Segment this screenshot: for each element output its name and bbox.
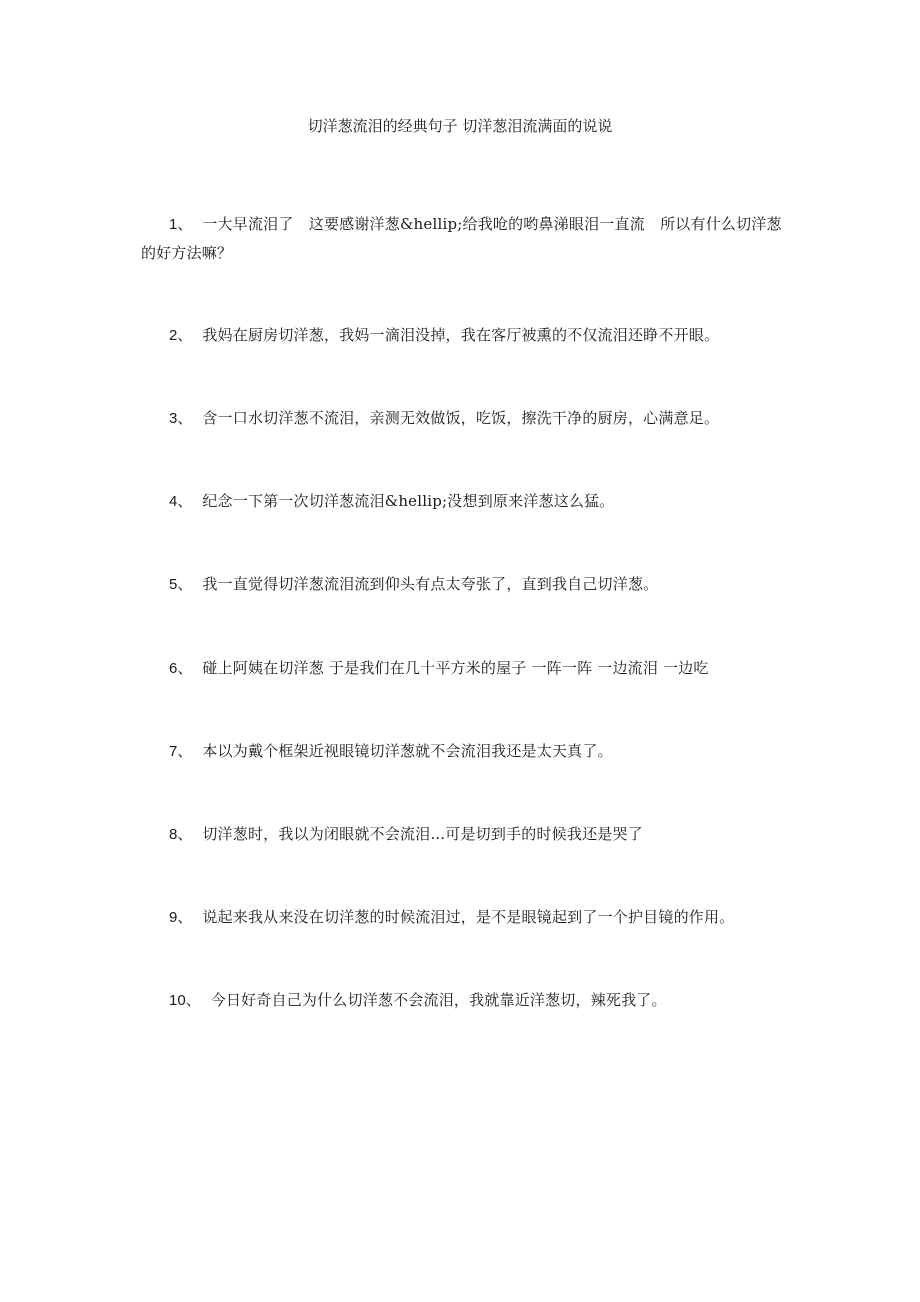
item-number: 2 — [169, 327, 178, 344]
item-text: 碰上阿姨在切洋葱 于是我们在几十平方米的屋子 一阵一阵 一边流泪 一边吃 — [202, 659, 709, 677]
list-item — [141, 321, 786, 350]
list-item — [141, 903, 786, 932]
item-number: 9 — [169, 909, 178, 926]
item-separator: 、 — [177, 215, 193, 233]
item-separator: 、 — [177, 742, 193, 760]
item-number: 10 — [169, 992, 186, 1009]
list-item — [141, 654, 786, 683]
item-number: 6 — [169, 660, 178, 677]
item-number: 4 — [169, 493, 178, 510]
item-separator: 、 — [177, 825, 193, 843]
item-separator: 、 — [177, 492, 193, 510]
item-number: 1 — [169, 216, 178, 233]
item-text: 我妈在厨房切洋葱，我妈一滴泪没掉，我在客厅被熏的不仅流泪还睁不开眼。 — [202, 326, 720, 344]
list-item — [141, 986, 786, 1015]
item-number: 3 — [169, 410, 178, 427]
list-item — [141, 820, 786, 849]
item-text: 切洋葱时，我以为闭眼就不会流泪...可是切到手的时候我还是哭了 — [202, 825, 643, 843]
item-text: 我一直觉得切洋葱流泪流到仰头有点太夸张了，直到我自己切洋葱。 — [202, 575, 659, 593]
list-item — [141, 487, 786, 516]
list-item — [141, 404, 786, 433]
item-text: 说起来我从来没在切洋葱的时候流泪过，是不是眼镜起到了一个护目镜的作用。 — [202, 908, 735, 926]
item-separator: 、 — [177, 659, 193, 677]
list-item — [141, 210, 786, 267]
item-number: 5 — [169, 576, 178, 593]
item-number: 8 — [169, 826, 178, 843]
item-text: 今日好奇自己为什么切洋葱不会流泪，我就靠近洋葱切，辣死我了。 — [210, 991, 667, 1009]
list-item — [141, 570, 786, 599]
item-number: 7 — [169, 743, 178, 760]
item-text: 一大早流泪了 这要感谢洋葱&hellip;给我呛的哟鼻涕眼泪一直流 所以有什么切洋葱的好方法嘛？ — [141, 215, 782, 262]
item-separator: 、 — [177, 326, 193, 344]
item-separator: 、 — [177, 409, 193, 427]
list-item — [141, 737, 786, 766]
item-separator: 、 — [177, 575, 193, 593]
item-text: 本以为戴个框架近视眼镜切洋葱就不会流泪我还是太天真了。 — [202, 742, 613, 760]
item-separator: 、 — [177, 908, 193, 926]
document-title: 切洋葱流泪的经典句子 切洋葱泪流满面的说说 — [307, 117, 613, 135]
item-text: 含一口水切洋葱不流泪，亲测无效做饭，吃饭，擦洗干净的厨房，心满意足。 — [202, 409, 720, 427]
item-separator: 、 — [185, 991, 201, 1009]
item-text: 纪念一下第一次切洋葱流泪&hellip;没想到原来洋葱这么猛。 — [202, 492, 615, 510]
